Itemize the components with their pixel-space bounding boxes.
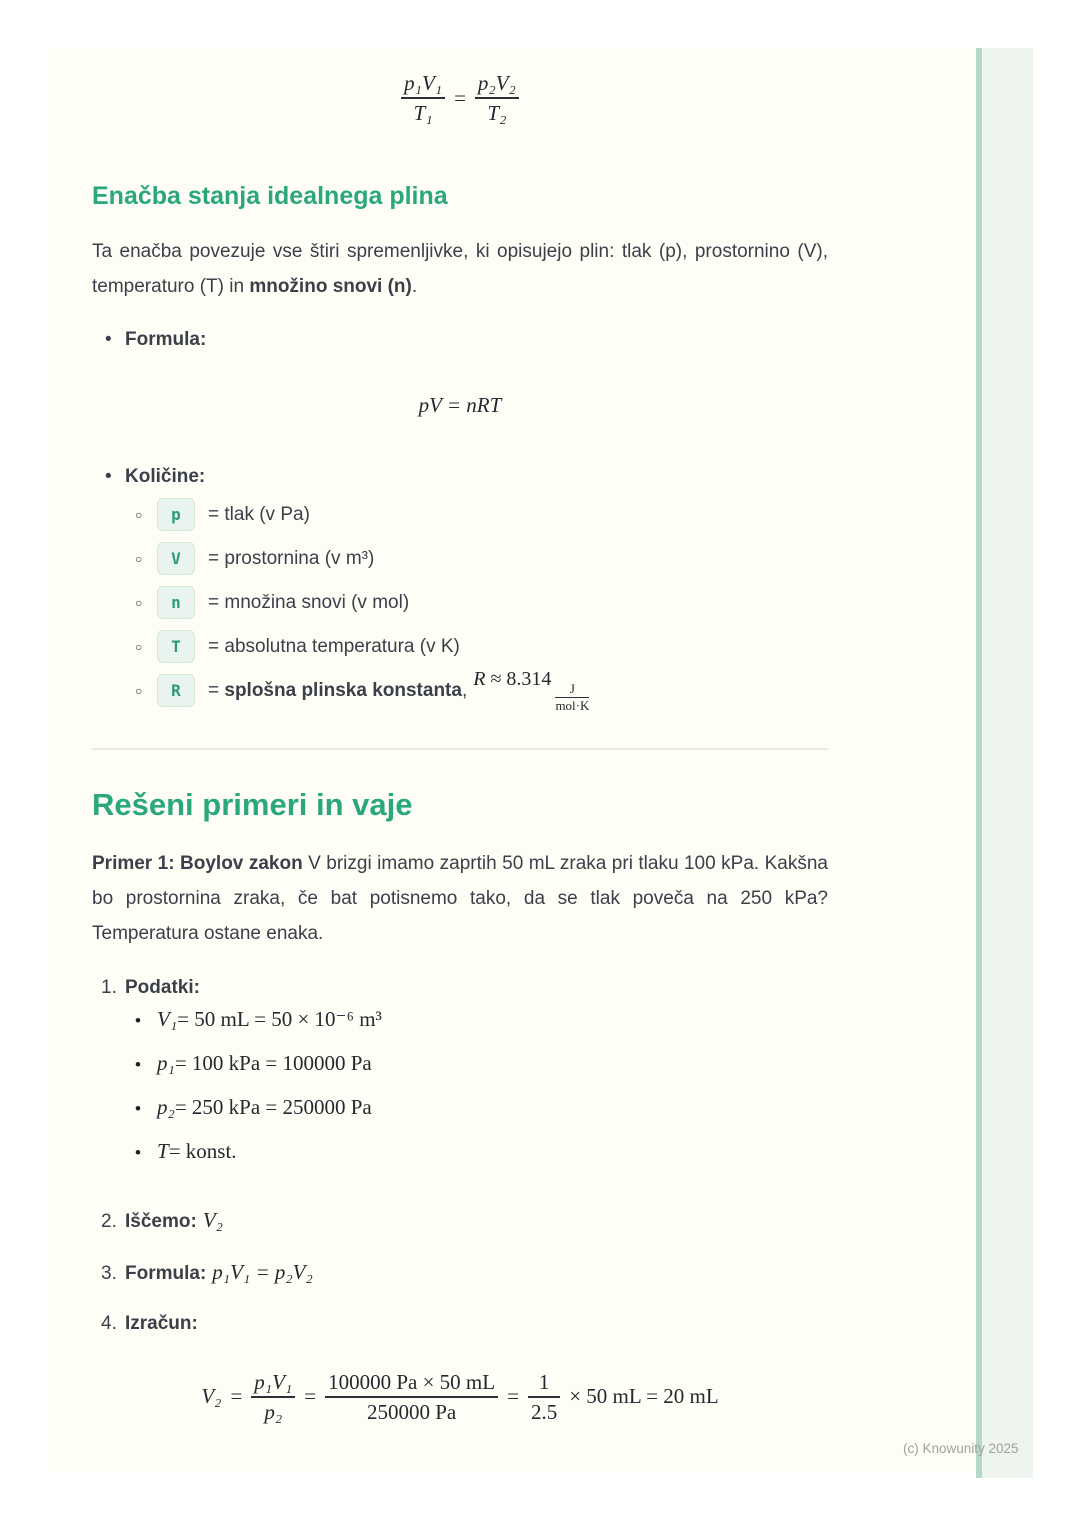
calculation-formula	[92, 1369, 828, 1425]
constant-approx: ≈ 8.314	[485, 667, 552, 690]
description-separator: ,	[461, 679, 468, 701]
symbol-chip: R	[157, 674, 195, 707]
numerator: p₁V₁	[404, 71, 443, 95]
section-divider	[92, 748, 828, 750]
numerator: 1	[538, 1369, 550, 1394]
numerator: 100000 Pa × 50 mL	[328, 1369, 496, 1394]
bullet-icon: •	[105, 465, 112, 487]
data-item-p2	[135, 1095, 828, 1139]
step-label: Iščemo:	[125, 1210, 197, 1232]
numerator: p₁V₁	[254, 1369, 293, 1394]
data-item-t	[135, 1139, 828, 1183]
paragraph-text: Ta enačba povezuje vse štiri spremenljivke, ki opisujejo plin: tlak (p), prostornino (V), temperaturo (T) in	[92, 240, 828, 297]
denominator: T₂	[487, 100, 507, 125]
unit-denominator: mol·K	[555, 698, 590, 713]
quantity-item-n	[135, 581, 828, 625]
step-label: Podatki:	[125, 976, 200, 998]
step-math: V₂	[202, 1207, 223, 1232]
equals-sign: =	[507, 1384, 519, 1409]
formula-bullet-item	[105, 329, 828, 351]
fraction	[528, 1369, 560, 1425]
denominator: T₁	[413, 100, 433, 125]
step-1-podatki	[101, 975, 828, 1001]
quantity-item-p	[135, 493, 828, 537]
symbol-chip: p	[157, 498, 195, 531]
constant-symbol: R	[473, 667, 486, 690]
step-label: Formula:	[125, 1262, 207, 1284]
quantities-list	[92, 493, 828, 713]
fraction-bar	[528, 1396, 560, 1398]
formula-label: Formula:	[125, 328, 207, 350]
value: = konst.	[168, 1138, 237, 1163]
description-bold: splošna plinska konstanta	[224, 679, 462, 701]
bullet-icon: •	[135, 1142, 141, 1162]
quantity-item-v	[135, 537, 828, 581]
paragraph-text: .	[411, 275, 418, 297]
paragraph-bold-text: množino snovi (n)	[249, 275, 412, 297]
denominator: 250000 Pa	[366, 1399, 457, 1424]
fraction-bar	[475, 97, 519, 99]
quantity-description	[208, 680, 467, 702]
quantities-bullet-item	[105, 466, 828, 488]
circle-bullet-icon: ○	[135, 639, 143, 654]
fraction	[325, 1369, 498, 1425]
data-item-v1	[135, 1007, 828, 1051]
variable: p₁	[157, 1050, 175, 1075]
gas-constant-value	[473, 668, 589, 714]
fraction-bar	[401, 97, 445, 99]
equals-sign: =	[454, 85, 466, 110]
variable: p₂	[157, 1094, 175, 1119]
symbol-chip: n	[157, 586, 195, 619]
unit-numerator: J	[569, 680, 575, 696]
value: = 100 kPa = 100000 Pa	[174, 1050, 372, 1075]
ideal-gas-equation	[92, 393, 828, 418]
circle-bullet-icon: ○	[135, 595, 143, 610]
example-title-bold: Primer 1: Boylov zakon	[92, 852, 303, 874]
data-item-p1	[135, 1051, 828, 1095]
value: = 50 mL = 50 × 10⁻⁶ m³	[177, 1006, 382, 1031]
step-3-formula	[101, 1259, 828, 1287]
quantity-description: = tlak (v Pa)	[208, 503, 310, 525]
bullet-icon: •	[135, 1010, 141, 1030]
denominator: 2.5	[530, 1399, 558, 1424]
intro-paragraph	[92, 234, 828, 304]
fraction-bar	[251, 1396, 295, 1398]
circle-bullet-icon: ○	[135, 683, 143, 698]
value: = 250 kPa = 250000 Pa	[174, 1094, 372, 1119]
step-number: 3.	[101, 1262, 117, 1284]
quantity-description: = množina snovi (v mol)	[208, 591, 410, 613]
circle-bullet-icon: ○	[135, 551, 143, 566]
numerator: p₂V₂	[477, 71, 516, 95]
quantities-label: Količine:	[125, 465, 206, 487]
equals-sign: =	[230, 1384, 243, 1409]
denominator: p₂	[264, 1399, 283, 1424]
result-variable: V₂	[201, 1384, 222, 1409]
step-2-iscemo	[101, 1207, 828, 1235]
step-label: Izračun:	[125, 1312, 198, 1334]
fraction	[401, 70, 445, 126]
section-heading-ideal-gas: Enačba stanja idealnega plina	[92, 182, 448, 210]
quantity-item-t	[135, 625, 828, 669]
step-number: 2.	[101, 1210, 117, 1232]
combined-gas-law-formula	[92, 70, 828, 126]
circle-bullet-icon: ○	[135, 507, 143, 522]
section-heading-examples: Rešeni primeri in vaje	[92, 786, 413, 822]
step-number: 4.	[101, 1312, 117, 1334]
variable: V₁	[157, 1006, 178, 1031]
bullet-icon: •	[135, 1054, 141, 1074]
fraction-bar	[325, 1396, 498, 1398]
step-4-izracun	[101, 1311, 828, 1337]
calculation-tail: × 50 mL = 20 mL	[569, 1384, 719, 1409]
step-math: p₁V₁ = p₂V₂	[212, 1259, 313, 1284]
units-fraction	[555, 682, 589, 714]
quantity-description: = absolutna temperatura (v K)	[208, 635, 460, 657]
bullet-icon: •	[135, 1098, 141, 1118]
accent-stripe	[976, 48, 1033, 1478]
symbol-chip: T	[157, 630, 195, 663]
example-text: V brizgi imamo zaprtih 50 mL zraka pri tlaku 100 kPa. Kakšna bo prostornina zraka, če bat potisnemo tako, da se tlak poveča na 250 kPa? Temperatura ostane enaka.	[92, 852, 828, 944]
example-paragraph	[92, 846, 828, 951]
quantity-description: = prostornina (v m³)	[208, 547, 375, 569]
bullet-icon: •	[105, 328, 112, 350]
equation-text: pV = nRT	[418, 392, 502, 417]
watermark: (c) Knowunity 2025	[903, 1441, 1019, 1456]
quantity-item-r	[135, 669, 828, 713]
description-prefix: =	[208, 679, 225, 701]
variable: T	[157, 1138, 169, 1163]
symbol-chip: V	[157, 542, 195, 575]
given-data-list	[92, 1007, 828, 1183]
fraction	[251, 1369, 295, 1425]
document-page	[48, 48, 975, 1472]
step-number: 1.	[101, 976, 117, 998]
equals-sign: =	[304, 1384, 317, 1409]
fraction	[475, 70, 519, 126]
